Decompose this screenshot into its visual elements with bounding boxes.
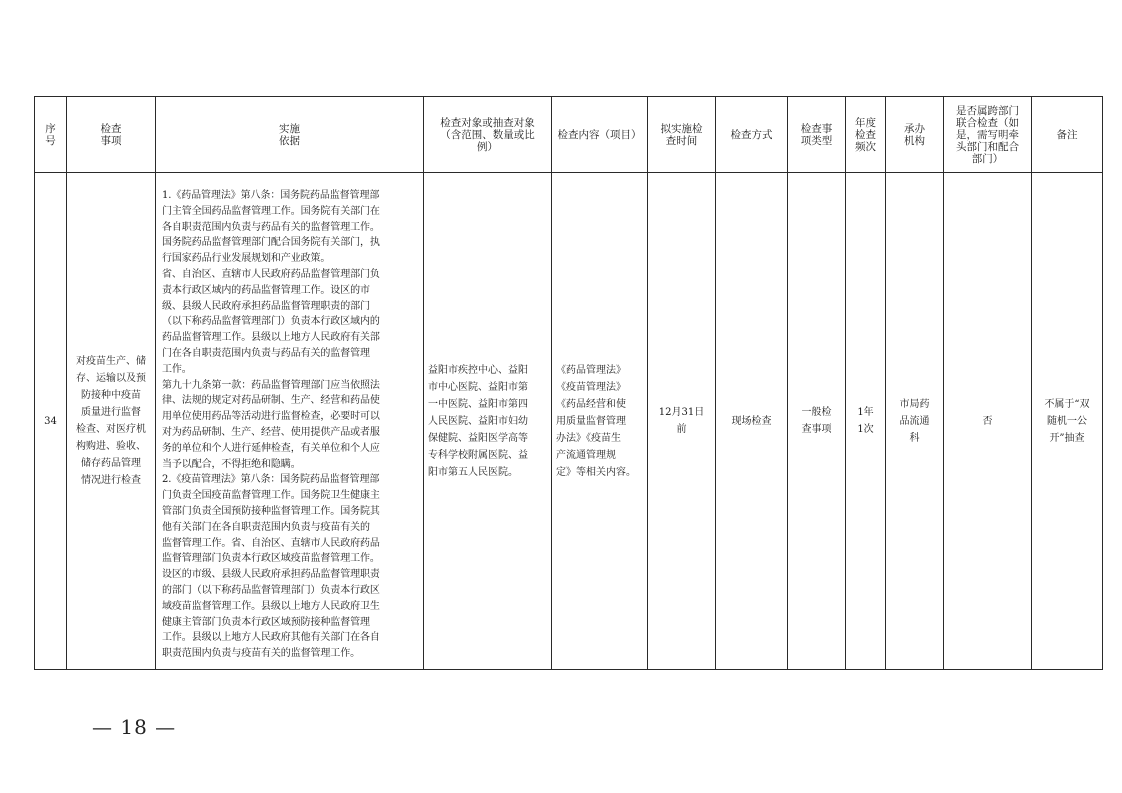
header-target: 检查对象或抽查对象 （含范围、数量或比 例） <box>424 97 552 173</box>
cell-seq: 34 <box>35 173 67 670</box>
header-basis: 实施 依据 <box>156 97 424 173</box>
header-joint: 是否属跨部门 联合检查（如 是，需写明牵 头部门和配合 部门） <box>944 97 1032 173</box>
cell-joint: 否 <box>944 173 1032 670</box>
header-agency: 承办 机构 <box>886 97 944 173</box>
cell-frequency: 1年 1次 <box>846 173 886 670</box>
header-seq: 序 号 <box>35 97 67 173</box>
cell-method: 现场检查 <box>716 173 788 670</box>
header-remark: 备注 <box>1032 97 1103 173</box>
table-row <box>35 173 1103 670</box>
cell-item: 对疫苗生产、储 存、运输以及预 防接种中疫苗 质量进行监督 检查、对医疗机 构购进、验收、 储存药品管理 情况进行检查 <box>67 173 156 670</box>
cell-remark: 不属于“双 随机一公 开”抽查 <box>1032 173 1103 670</box>
header-type: 检查事 项类型 <box>788 97 846 173</box>
cell-agency: 市局药 品流通 科 <box>886 173 944 670</box>
cell-time: 12月31日 前 <box>648 173 716 670</box>
cell-type: 一般检 查事项 <box>788 173 846 670</box>
cell-basis: 1.《药品管理法》第八条：国务院药品监督管理部 门主管全国药品监督管理工作。国务院有关部门在 各自职责范围内负责与药品有关的监督管理工作。 国务院药品监督管理部门配合国务院有关部门，执 行国家药品行业发展规划和产业政策。 省、自治区、直辖市人民政府药品监督管理部门负 责本行政区域内的药品监督管理工作。设区的市 级、县级人民政府承担药品监督管理职责的部门 （以下称药品监督管理部门）负责本行政区域内的 药品监督管理工作。县级以上地方人民政府有关部 门在各自职责范围内负责与药品有关的监督管理 工作。 第九十九条第一款：药品监督管理部门应当依照法 律、法规的规定对药品研制、生产、经营和药品使 用单位使用药品等活动进行监督检查，必要时可以 对为药品研制、生产、经营、使用提供产品或者服 务的单位和个人进行延伸检查，有关单位和个人应 当予以配合，不得拒绝和隐瞒。 2.《疫苗管理法》第八条：国务院药品监督管理部 门负责全国疫苗监督管理工作。国务院卫生健康主 管部门负责全国预防接种监督管理工作。国务院其 他有关部门在各自职责范围内负责与疫苗有关的 监督管理工作。省、自治区、直辖市人民政府药品 监督管理部门负责本行政区域疫苗监督管理工作。 设区的市级、县级人民政府承担药品监督管理职责 的部门（以下称药品监督管理部门）负责本行政区 域疫苗监督管理工作。县级以上地方人民政府卫生 健康主管部门负责本行政区域预防接种监督管理 工作。县级以上地方人民政府其他有关部门在各自 职责范围内负责与疫苗有关的监督管理工作。 <box>156 173 424 670</box>
header-frequency: 年度 检查 频次 <box>846 97 886 173</box>
header-content: 检查内容（项目） <box>552 97 648 173</box>
header-item: 检查 事项 <box>67 97 156 173</box>
page-number: — 18 — <box>92 715 177 739</box>
cell-content: 《药品管理法》 《疫苗管理法》 《药品经营和使 用质量监督管理 办法》《疫苗生 产流通管理规 定》等相关内容。 <box>552 173 648 670</box>
inspection-table <box>34 96 1103 670</box>
header-time: 拟实施检 查时间 <box>648 97 716 173</box>
header-method: 检查方式 <box>716 97 788 173</box>
cell-target: 益阳市疾控中心、益阳 市中心医院、益阳市第 一中医院、益阳市第四 人民医院、益阳市妇幼 保健院、益阳医学高等 专科学校附属医院、益 阳市第五人民医院。 <box>424 173 552 670</box>
table-header-row <box>35 97 1103 173</box>
